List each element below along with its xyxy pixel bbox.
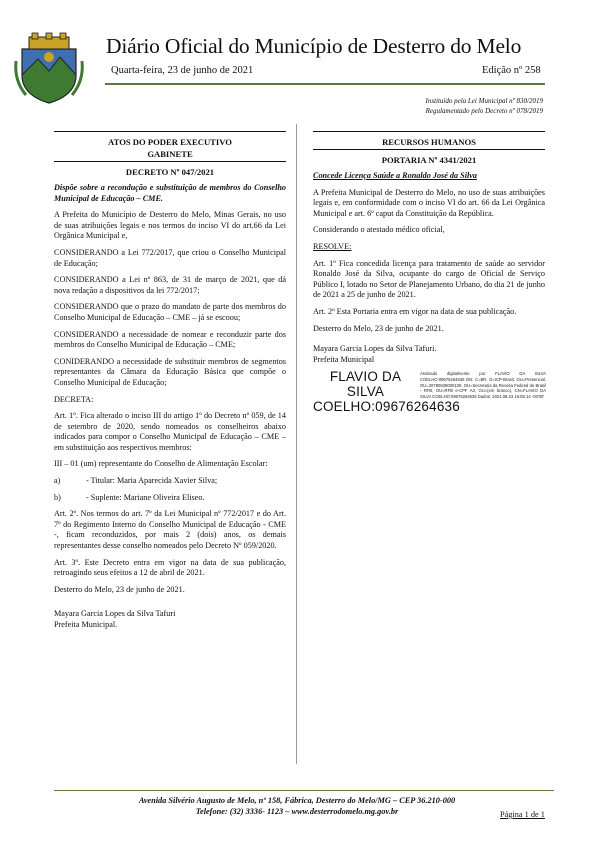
list-item (54, 476, 286, 487)
section-heading: RECURSOS HUMANOS (382, 137, 476, 147)
considerando-text: a Lei 772/2017, que criou o Conselho Municipal de Educação; (54, 247, 286, 268)
portaria-intro: A Prefeita Municipal de Desterro do Melo, no uso de suas atribuições legais e, em conformidade com o inciso VI do art. 66 da Lei Orgânica Municipal e art. 6º caput da Constituição da República. (313, 187, 545, 218)
column-divider (296, 124, 297, 764)
list-text: - Suplente: Mariane Oliveira Eliseo. (86, 492, 205, 502)
list-item (54, 493, 286, 504)
decree-intro: A Prefeita do Município de Desterro do Melo, Minas Gerais, no uso de suas atribuições legais e nos termos do inciso VI do art.66 da Lei Orgânica Municipal e, (54, 210, 286, 241)
portaria-title: PORTARIA Nº 4341/2021 (381, 155, 477, 165)
list-text: - Titular: Maria Aparecida Xavier Silva; (86, 476, 218, 486)
considerando-1 (54, 248, 286, 269)
page-number: Página 1 de 1 (500, 810, 545, 819)
considerando-text: que o prazo do mandato de parte dos membros do Conselho Municipal de Educação – CME – já se escoou; (54, 302, 286, 322)
section-bottom-rule (313, 149, 545, 150)
footer-contact: Telefone: (32) 3336- 1123 – www.desterrodomelo.mg.gov.br (195, 807, 399, 816)
subsection-heading: GABINETE (147, 149, 193, 159)
digital-signature-details: Assinado digitalmente por FLAVIO DA SILVA COELHO:09676264636 DN: C=BR, O=ICP-Brasil, OU=Presencial, OU=20780828000130, OU=Secretaria da Receita Federal do Brasil - RFB, OU=RFB e-CPF A3, OU=(em branco), CN=FLAVIO DA SILVA COELHO:09676264636 Dados: 2021.06.23 16:55:14 -03'00' (420, 371, 546, 399)
considerando-lead: CONSIDERANDO (54, 275, 119, 285)
signer-name: Mayara Garcia Lopes da Silva Tafuri. (313, 344, 437, 354)
considerando-5 (54, 357, 286, 389)
article-3: Art. 3º. Este Decreto entra em vigor na data de sua publicação, retroagindo seus efeitos a 12 de abril de 2021. (54, 557, 286, 578)
section-heading: ATOS DO PODER EXECUTIVO (108, 137, 232, 147)
considerando-lead: CONIDERANDO (54, 356, 115, 366)
place-date: Desterro do Melo, 23 de junho de 2021. (313, 323, 444, 333)
considerando-atestado: Considerando o atestado médico oficial, (313, 225, 445, 235)
section-top-rule (313, 131, 545, 132)
article-1: Art. 1º Fica concedida licença para tratamento de saúde ao servidor Ronaldo José da Silva, ocupante do cargo de Oficial de Serviço Público I, lotado no Setor de Planejamento Urbano, do dia 21 de junho de 2021 a 25 de junho de 2021. (313, 258, 545, 300)
considerando-text: a necessidade de substituir membros de segmentos representantes da Câmara da Educação Básica que compõe o Conselho Municipal de Educação; (54, 356, 286, 387)
considerando-text: a Lei nº 863, de 31 de março de 2021, que dá nova redação a dispositivos da lei 772/2017; (54, 275, 286, 295)
decreta-label: DECRETA: (54, 394, 94, 404)
considerando-lead: CONSIDERANDO (54, 302, 119, 312)
publication-date: Quarta-feira, 23 de junho de 2021 (111, 65, 254, 76)
list-key: a) (54, 476, 61, 486)
signer-role: Prefeita Municipal (313, 354, 375, 364)
signer-role: Prefeita Municipal. (54, 620, 118, 629)
place-date: Desterro do Melo, 23 de junho de 2021. (54, 584, 185, 594)
institution-note: Instituído pela Lei Municipal nº 830/2019 (425, 97, 543, 105)
digital-signature (313, 369, 545, 417)
resolve-label: RESOLVE: (313, 241, 352, 251)
item-iii: III – 01 (um) representante do Conselho de Alimentação Escolar: (54, 459, 268, 469)
portaria-summary: Concede Licença Saúde a Ronaldo José da Silva (313, 171, 477, 180)
newspaper-title: Diário Oficial do Município de Desterro do Melo (106, 34, 522, 58)
considerando-3 (54, 302, 286, 323)
municipal-crest-icon (12, 31, 86, 105)
considerando-lead: CONSIDERANDO (54, 247, 119, 257)
article-1: Art. 1º. Fica alterado o inciso III do artigo 1º do Decreto nº 059, de 14 de setembro de 2020, sendo nomeados os conselheiros abaixo indicados para compor o Conselho Municipal de Educação – CME – em substituição aos respectivos membros: (54, 411, 286, 452)
regulation-note: Regulamentado pelo Decreto nº 078/2019 (425, 107, 543, 115)
digital-signature-name: FLAVIO DA SILVA COELHO:09676264636 (313, 369, 460, 415)
article-2: Art. 2º. Nos termos do art. 7º da Lei Municipal nº 772/2017 e do Art. 7º do Regimento Interno do Conselho Municipal de Educação - CME -, ficam reconduzidos, por mais 2 (dois) anos, os demais representantes desse conselho nomeados pelo Decreto Nº 059/2020. (54, 509, 286, 551)
section-bottom-rule (54, 161, 286, 162)
considerando-2 (54, 275, 286, 296)
left-column (54, 130, 286, 631)
decree-title: DECRETO Nº 047/2021 (125, 167, 215, 177)
section-top-rule (54, 131, 286, 132)
considerando-text: a necessidade de nomear e reconduzir parte dos membros do Conselho Municipal de Educação – CME; (54, 329, 286, 350)
footer-address: Avenida Silvério Augusto de Melo, nº 158, Fábrica, Desterro do Melo/MG – CEP 36.210-000 (138, 796, 456, 805)
edition-number: Edição nº 258 (482, 65, 541, 76)
article-2: Art. 2º Esta Portaria entra em vigor na data de sua publicação. (313, 306, 517, 316)
signer-name: Mayara Garcia Lopes da Silva Tafuri (54, 609, 176, 619)
list-key: b) (54, 492, 61, 502)
considerando-lead: CONSIDERANDO (54, 329, 119, 339)
decree-summary: Dispõe sobre a recondução e substituição de membros do Conselho Municipal de Educação – CME. (54, 183, 286, 203)
considerando-4 (54, 330, 286, 351)
right-column (313, 130, 545, 417)
footer-divider (54, 790, 554, 791)
header-divider (105, 83, 545, 85)
